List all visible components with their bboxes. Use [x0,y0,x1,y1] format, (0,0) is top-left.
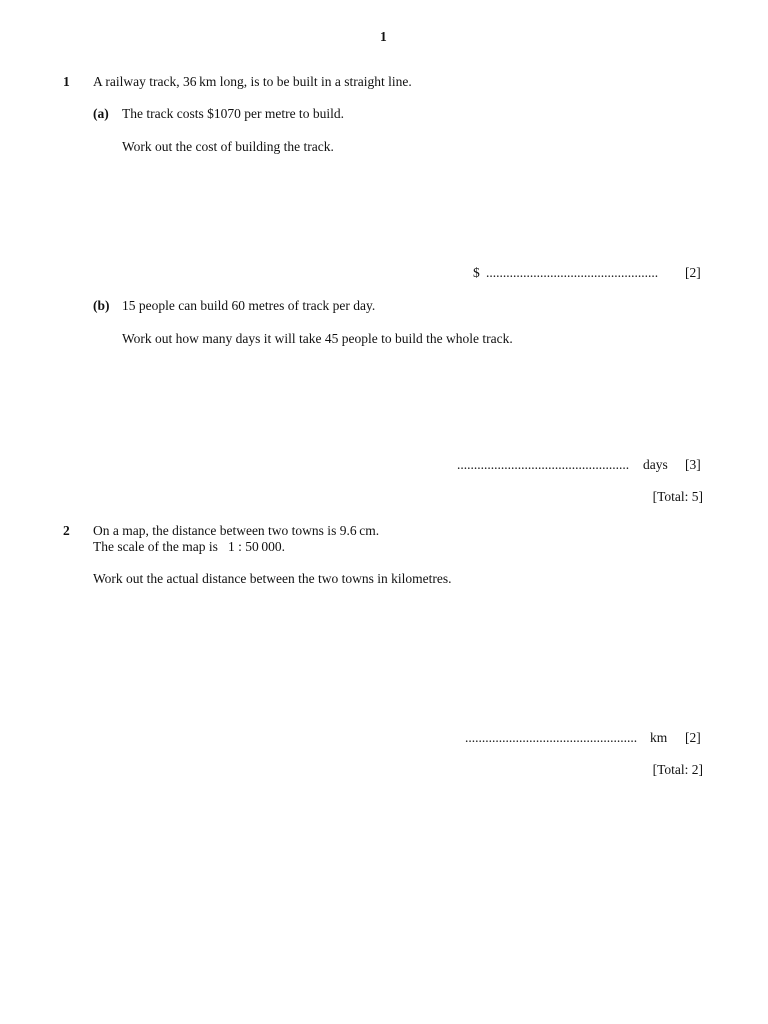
question-1a-text: The track costs $1070 per metre to build. [122,106,344,121]
question-1b-instruction: Work out how many days it will take 45 people to build the whole track. [122,331,513,346]
question-1b-label: (b) [93,298,110,313]
question-1b-marks: [3] [685,457,701,472]
question-1a-marks: [2] [685,265,701,280]
question-2-instruction: Work out the actual distance between the two towns in kilometres. [93,571,452,586]
question-1a-answer-line[interactable]: ................................................... [486,265,659,280]
question-1a-label: (a) [93,106,109,121]
page-number: 1 [380,29,387,44]
question-2-marks: [2] [685,730,701,745]
question-2-line-1: On a map, the distance between two towns is 9.6 cm. [93,523,380,538]
question-1b-text: 15 people can build 60 metres of track per day. [122,298,376,313]
question-2-answer-unit: km [650,730,668,745]
question-2-number: 2 [63,523,70,538]
question-1-stem: A railway track, 36 km long, is to be built in a straight line. [93,74,412,89]
question-1-number: 1 [63,74,70,89]
question-1b-answer-line[interactable]: ................................................... [457,457,630,472]
question-1-total: [Total: 5] [652,489,703,504]
question-1b-answer-unit: days [643,457,668,472]
question-1a-answer-prefix: $ [473,265,480,280]
question-2-total: [Total: 2] [652,762,703,777]
question-2-line-2: The scale of the map is 1 : 50 000. [93,539,286,554]
question-2-answer-line[interactable]: ................................................... [465,730,638,745]
question-1a-instruction: Work out the cost of building the track. [122,139,334,154]
